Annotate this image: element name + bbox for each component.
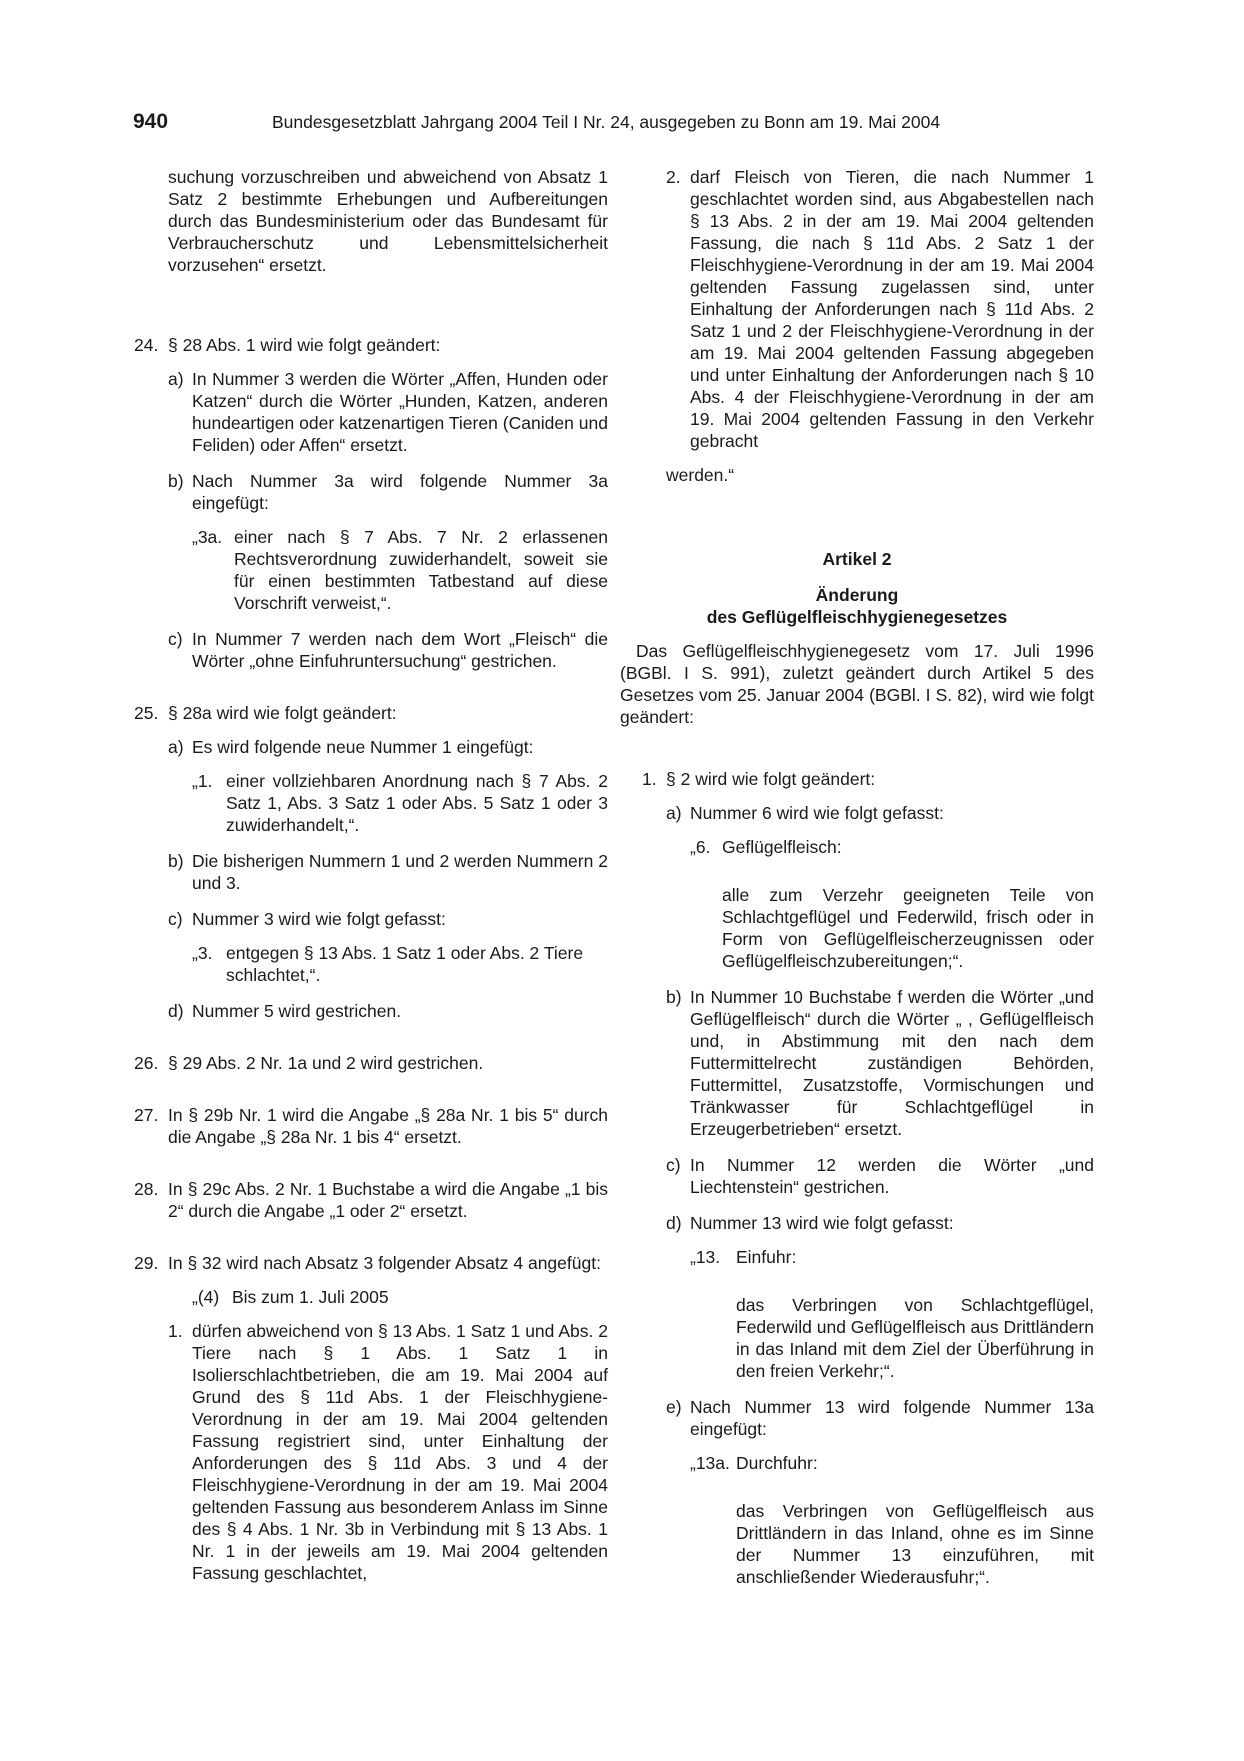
item-24: [134, 334, 608, 356]
art2-item-1c: [620, 1154, 1094, 1198]
item-letter: b): [666, 987, 682, 1007]
item-24c: [134, 628, 608, 672]
quoted-text: entgegen § 13 Abs. 1 Satz 1 oder Abs. 2 Tiere schlachtet,“.: [226, 943, 584, 985]
item-text: In Nummer 12 werden die Wörter „und Liechtenstein“ gestrichen.: [690, 1155, 1094, 1197]
item-number: 27.: [134, 1105, 159, 1125]
item-text: Es wird folgende neue Nummer 1 eingefügt:: [192, 737, 534, 757]
quoted-absatz-4: [134, 1286, 608, 1308]
item-text: Nummer 13 wird wie folgt gefasst:: [690, 1213, 954, 1233]
item-number: 28.: [134, 1179, 159, 1199]
item-text: Nummer 6 wird wie folgt gefasst:: [690, 803, 944, 823]
item-letter: b): [168, 851, 184, 871]
item-text: In Nummer 7 werden nach dem Wort „Fleisch“ die Wörter „ohne Einfuhruntersuchung“ gestrichen.: [192, 629, 608, 671]
running-head: Bundesgesetzblatt Jahrgang 2004 Teil I Nr. 24, ausgegeben zu Bonn am 19. Mai 2004: [272, 112, 941, 132]
quoted-body-13: das Verbringen von Schlachtgeflügel, Federwild und Geflügelfleisch aus Drittländern in das Inland mit dem Ziel der Überführung in den freien Verkehr;“.: [736, 1295, 1094, 1381]
item-number: 29.: [134, 1253, 159, 1273]
item-letter: c): [168, 909, 183, 929]
quoted-number: „3.: [192, 943, 213, 963]
item-text: Nach Nummer 13 wird folgende Nummer 13a eingefügt:: [690, 1397, 1094, 1439]
quoted-item-13a: [620, 1452, 1094, 1474]
quoted-body-6: alle zum Verzehr geeigneten Teile von Schlachtgeflügel und Federwild, frisch oder in Form von Geflügelfleischerzeugnissen oder Geflügelfleischzubereitungen;“.: [722, 885, 1094, 971]
item-text: Nach Nummer 3a wird folgende Nummer 3a eingefügt:: [192, 471, 608, 513]
quoted-item-3: [134, 942, 608, 986]
item-25c: [134, 908, 608, 930]
item-25d: [134, 1000, 608, 1022]
item-text: In § 32 wird nach Absatz 3 folgender Absatz 4 angefügt:: [168, 1253, 601, 1273]
quoted-item-1: [134, 770, 608, 836]
item-28: [134, 1178, 608, 1222]
item-text: § 2 wird wie folgt geändert:: [666, 769, 876, 789]
item-text: § 29 Abs. 2 Nr. 1a und 2 wird gestrichen.: [168, 1053, 484, 1073]
item-number: 24.: [134, 335, 159, 355]
item-number: 26.: [134, 1053, 159, 1073]
article-heading: Artikel 2: [822, 549, 892, 569]
item-text: In Nummer 10 Buchstabe f werden die Wörter „und Geflügelfleisch“ durch die Wörter „ , Geflügelfleisch und, in Abstimmung mit den nach dem Futtermittelrecht zuständigen Behörden, Futtermittel, Zusatzstoffe, Vormischungen und Tränkwasser für Schlachtgeflügel in Erzeugerbetrieben“ ersetzt.: [690, 987, 1094, 1139]
item-26: [134, 1052, 608, 1074]
absatz-4-item-1: [134, 1320, 608, 1584]
closing-quote: werden.“: [666, 465, 735, 485]
item-text: dürfen abweichend von § 13 Abs. 1 Satz 1 und Abs. 2 Tiere nach § 1 Abs. 1 Satz 1 in Isolierschlachtbetrieben, die am 19. Mai 2004 auf Grund des § 11d Abs. 1 der Fleischhygiene-Verordnung in der am 19. Mai 2004 geltenden Fassung registriert sind, unter Einhaltung der Anforderungen des § 11d Abs. 3 und 4 der Fleischhygiene-Verordnung in der am 19. Mai 2004 geltenden Fassung aus besonderem Anlass im Sinne des § 4 Abs. 1 Nr. 3b in Verbindung mit § 13 Abs. 1 Nr. 1 in der jeweils am 19. Mai 2004 geltenden Fassung geschlachtet,: [192, 1321, 608, 1583]
quoted-text: Geflügelfleisch:: [722, 837, 842, 857]
art2-item-1a: [620, 802, 1094, 824]
art2-item-1e: [620, 1396, 1094, 1440]
item-number: 25.: [134, 703, 159, 723]
item-letter: e): [666, 1397, 682, 1417]
item-letter: c): [666, 1155, 681, 1175]
quoted-text: einer nach § 7 Abs. 7 Nr. 2 erlassenen Rechtsverordnung zuwiderhandelt, soweit sie für einen bestimmten Tatbestand auf diese Vorschrift verweist,“.: [234, 527, 608, 613]
quoted-number: „3a.: [192, 527, 223, 547]
item-text: In § 29b Nr. 1 wird die Angabe „§ 28a Nr. 1 bis 5“ durch die Angabe „§ 28a Nr. 1 bis 4“ ersetzt.: [168, 1105, 608, 1147]
quoted-text: einer vollziehbaren Anordnung nach § 7 Abs. 2 Satz 1, Abs. 3 Satz 1 oder Abs. 5 Satz 1 oder 3 zuwiderhandelt,“.: [226, 771, 608, 835]
item-number: 1.: [642, 769, 657, 789]
item-letter: c): [168, 629, 183, 649]
quoted-text: Durchfuhr:: [736, 1453, 818, 1473]
item-text: Nummer 3 wird wie folgt gefasst:: [192, 909, 446, 929]
quoted-number: „13a.: [690, 1453, 730, 1473]
article-title-line-2: des Geflügelfleischhygienegesetzes: [706, 607, 1008, 627]
page-number: 940: [133, 110, 169, 133]
item-number: 1.: [168, 1321, 183, 1341]
quoted-number: „6.: [690, 837, 711, 857]
item-letter: a): [666, 803, 682, 823]
item-24a: [134, 368, 608, 456]
item-29: [134, 1252, 608, 1274]
item-25: [134, 702, 608, 724]
intro-continuation: suchung vorzuschreiben und abweichend von Absatz 1 Satz 2 bestimmte Erhebungen und Aufbereitungen durch das Bundesministerium oder das Bundesamt für Verbraucherschutz und Lebensmittelsicherheit vorzusehen“ ersetzt.: [168, 167, 608, 275]
item-letter: d): [168, 1001, 184, 1021]
item-letter: a): [168, 737, 184, 757]
item-25a: [134, 736, 608, 758]
article-intro: Das Geflügelfleischhygienegesetz vom 17. Juli 1996 (BGBl. I S. 991), zuletzt geändert durch Artikel 5 des Gesetzes vom 25. Januar 2004 (BGBl. I S. 82), wird wie folgt geändert:: [620, 641, 1094, 727]
item-text: darf Fleisch von Tieren, die nach Nummer 1 geschlachtet worden sind, aus Abgabestellen nach § 13 Abs. 2 in der am 19. Mai 2004 geltenden Fassung, die nach § 11d Abs. 2 Satz 1 der Fleischhygiene-Verordnung in der am 19. Mai 2004 geltenden Fassung zugelassen sind, unter Einhaltung der Anforderungen nach § 11d Abs. 2 Satz 1 und 2 der Fleischhygiene-Verordnung in der am 19. Mai 2004 geltenden Fassung abgegeben und unter Einhaltung der Anforderungen nach § 10 Abs. 4 der Fleischhygiene-Verordnung in der am 19. Mai 2004 geltenden Fassung in den Verkehr gebracht: [690, 167, 1094, 451]
item-24b: [134, 470, 608, 514]
quoted-item-3a: [134, 526, 608, 614]
left-column: [134, 166, 608, 1584]
art2-item-1d: [620, 1212, 1094, 1234]
item-letter: b): [168, 471, 184, 491]
quoted-text: Einfuhr:: [736, 1247, 797, 1267]
right-column: [620, 166, 1094, 1588]
item-text: In § 29c Abs. 2 Nr. 1 Buchstabe a wird die Angabe „1 bis 2“ durch die Angabe „1 oder 2“ ersetzt.: [168, 1179, 608, 1221]
quoted-number: „1.: [192, 771, 213, 791]
quoted-item-6: [620, 836, 1094, 858]
quoted-text: Bis zum 1. Juli 2005: [232, 1287, 389, 1307]
item-text: Die bisherigen Nummern 1 und 2 werden Nummern 2 und 3.: [192, 851, 608, 893]
art2-item-1b: [620, 986, 1094, 1140]
quoted-body-13a: das Verbringen von Geflügelfleisch aus Drittländern in das Inland, ohne es im Sinne der Nummer 13 einzuführen, mit anschließender Wiederausfuhr;“.: [736, 1501, 1094, 1587]
art2-item-1: [620, 768, 1094, 790]
quoted-number: „(4): [192, 1287, 220, 1307]
item-text: § 28a wird wie folgt geändert:: [168, 703, 397, 723]
item-27: [134, 1104, 608, 1148]
item-text: Nummer 5 wird gestrichen.: [192, 1001, 402, 1021]
item-25b: [134, 850, 608, 894]
quoted-number: „13.: [690, 1247, 721, 1267]
item-text: § 28 Abs. 1 wird wie folgt geändert:: [168, 335, 441, 355]
absatz-4-item-2: [620, 166, 1094, 452]
item-letter: a): [168, 369, 184, 389]
item-number: 2.: [666, 167, 681, 187]
article-title-line-1: Änderung: [815, 585, 899, 605]
item-letter: d): [666, 1213, 682, 1233]
quoted-item-13: [620, 1246, 1094, 1268]
item-text: In Nummer 3 werden die Wörter „Affen, Hunden oder Katzen“ durch die Wörter „Hunden, Katzen, anderen hundeartigen oder katzenartigen Tieren (Caniden und Feliden) oder Affen“ ersetzt.: [192, 369, 608, 455]
